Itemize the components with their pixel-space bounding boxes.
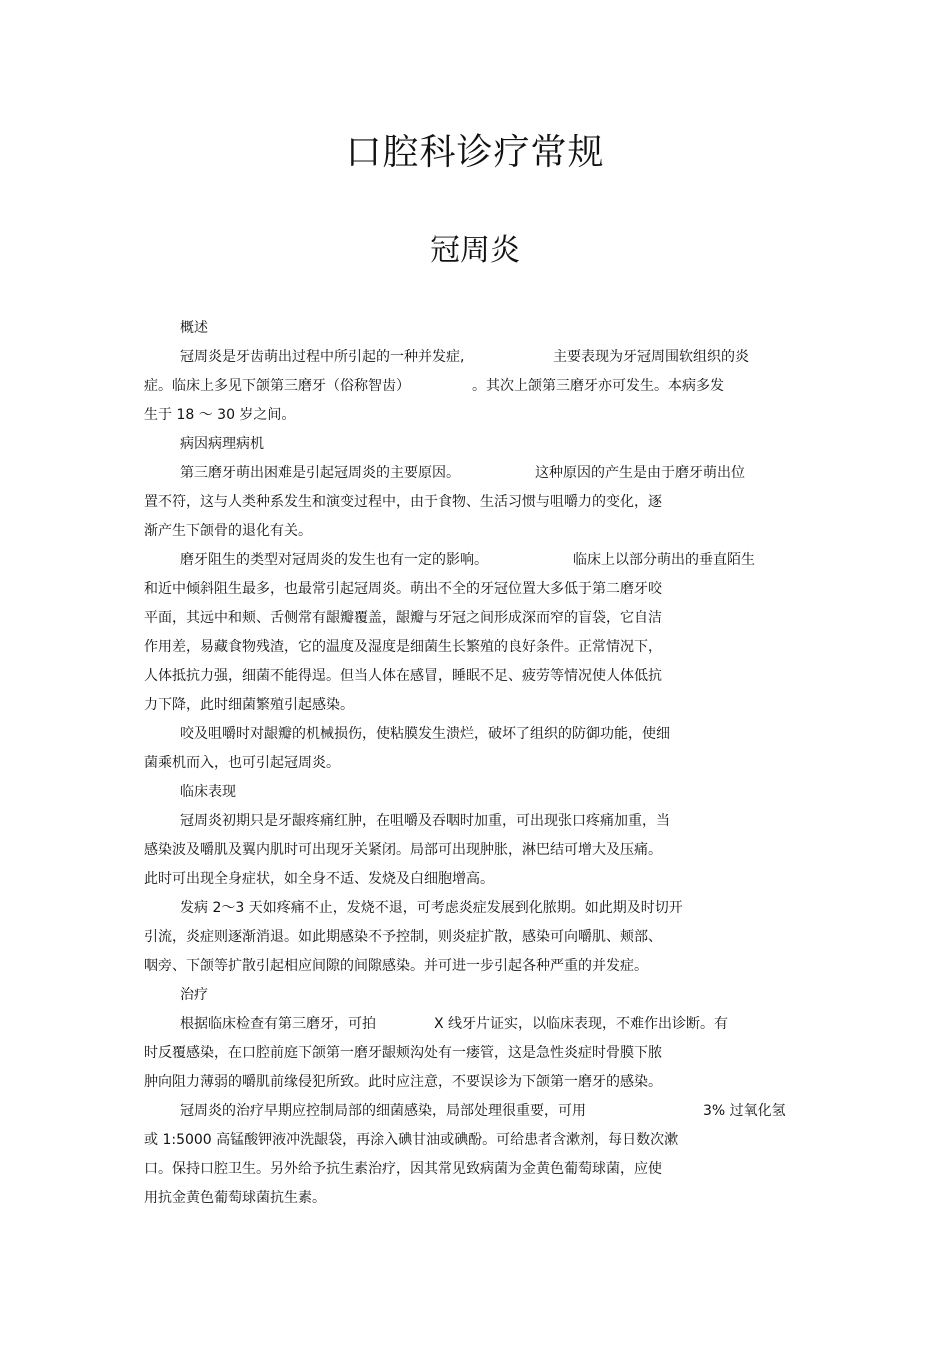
text-line: 菌乘机而入，也可引起冠周炎。: [144, 755, 340, 771]
text-line: 冠周炎是牙齿萌出过程中所引起的一种并发症,: [180, 349, 465, 365]
text-line: 第三磨牙萌出困难是引起冠周炎的主要原因。: [180, 465, 460, 481]
section-heading-treatment: 治疗: [180, 987, 208, 1003]
section-title: 冠周炎: [430, 233, 520, 268]
text-line: 口。保持口腔卫生。另外给予抗生素治疗，因其常见致病菌为金黄色葡萄球菌，应使: [144, 1161, 662, 1177]
text-line: 发病 2～3 天如疼痛不止，发烧不退，可考虑炎症发展到化脓期。如此期及时切开: [180, 900, 683, 916]
text-line: 生于 18 ～ 30 岁之间。: [144, 407, 296, 423]
text-line: 冠周炎初期只是牙龈疼痛红肿，在咀嚼及吞咽时加重，可出现张口疼痛加重，当: [180, 813, 670, 829]
text-line: 力下降，此时细菌繁殖引起感染。: [144, 697, 354, 713]
section-heading-clinical: 临床表现: [180, 784, 236, 800]
text-line: 咽旁、下颌等扩散引起相应间隙的间隙感染。并可进一步引起各种严重的并发症。: [144, 958, 648, 974]
text-line: 主要表现为牙冠周围软组织的炎: [553, 349, 749, 365]
text-line: 人体抵抗力强，细菌不能得逞。但当人体在感冒，睡眠不足、疲劳等情况使人体低抗: [144, 668, 662, 684]
text-line: 作用差，易藏食物残渣，它的温度及湿度是细菌生长繁殖的良好条件。正常情况下，: [144, 639, 662, 655]
text-line: 平面，其远中和颊、舌侧常有龈瓣覆盖，龈瓣与牙冠之间形成深而窄的盲袋，它自洁: [144, 610, 662, 626]
text-line: 时反覆感染，在口腔前庭下颌第一磨牙龈颊沟处有一瘘管，这是急性炎症时骨膜下脓: [144, 1045, 662, 1061]
text-line: 3% 过氧化氢: [703, 1103, 786, 1119]
text-line: 引流，炎症则逐渐消退。如此期感染不予控制，则炎症扩散，感染可向嚼肌、颊部、: [144, 929, 662, 945]
text-line: 。其次上颌第三磨牙亦可发生。本病多发: [472, 378, 724, 394]
text-line: 此时可出现全身症状，如全身不适、发烧及白细胞增高。: [144, 871, 494, 887]
document-title: 口腔科诊疗常规: [345, 132, 605, 173]
text-line: 这种原因的产生是由于磨牙萌出位: [535, 465, 745, 481]
text-line: X 线牙片证实，以临床表现，不难作出诊断。有: [434, 1016, 729, 1032]
text-line: 肿向阻力薄弱的嚼肌前缘侵犯所致。此时应注意，不要误诊为下颌第一磨牙的感染。: [144, 1074, 662, 1090]
section-heading-overview: 概述: [180, 320, 208, 336]
text-line: 和近中倾斜阻生最多，也最常引起冠周炎。萌出不全的牙冠位置大多低于第二磨牙咬: [144, 581, 662, 597]
text-line: 磨牙阻生的类型对冠周炎的发生也有一定的影响。: [180, 552, 488, 568]
text-line: 冠周炎的治疗早期应控制局部的细菌感染，局部处理很重要，可用: [180, 1103, 586, 1119]
text-line: 置不符，这与人类种系发生和演变过程中，由于食物、生活习惯与咀嚼力的变化，逐: [144, 494, 662, 510]
text-line: 咬及咀嚼时对龈瓣的机械损伤，使粘膜发生溃烂，破坏了组织的防御功能，使细: [180, 726, 670, 742]
text-line: 或 1:5000 高锰酸钾液冲洗龈袋，再涂入碘甘油或碘酚。可给患者含漱剂，每日数次漱: [144, 1132, 679, 1148]
section-heading-etiology: 病因病理病机: [180, 436, 264, 452]
text-line: 临床上以部分萌出的垂直陌生: [573, 552, 755, 568]
text-line: 渐产生下颌骨的退化有关。: [144, 523, 312, 539]
text-line: 根据临床检查有第三磨牙，可拍: [180, 1016, 376, 1032]
text-line: 症。临床上多见下颌第三磨牙（俗称智齿）: [144, 378, 410, 394]
text-line: 用抗金黄色葡萄球菌抗生素。: [144, 1190, 326, 1206]
text-line: 感染波及嚼肌及翼内肌时可出现牙关紧闭。局部可出现肿胀，淋巴结可增大及压痛。: [144, 842, 662, 858]
